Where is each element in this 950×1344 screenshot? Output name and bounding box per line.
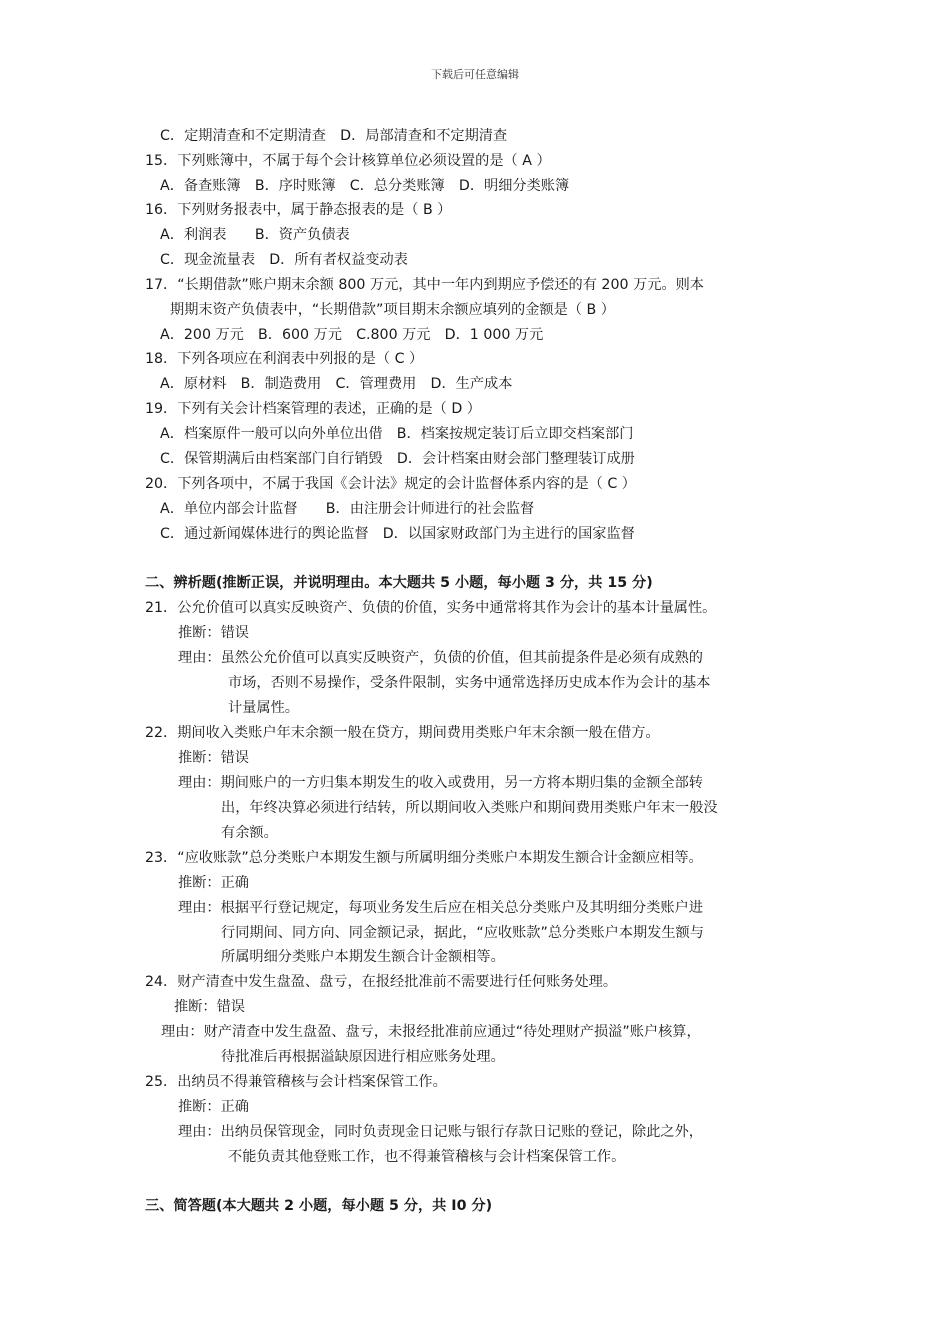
q19-options-cd: C．保管期满后由档案部门自行销毁 D．会计档案由财会部门整理装订成册 xyxy=(160,451,635,467)
q21-reason-line1: 理由：虽然公允价值可以真实反映资产，负债的价值，但其前提条件是必须有成熟的 xyxy=(178,650,703,666)
section-2-heading: 二、辨析题(推断正误，并说明理由。本大题共 5 小题，每小题 3 分，共 15 分) xyxy=(145,575,653,591)
q22-reason-line3: 有余额。 xyxy=(221,825,278,841)
q25-stem: 25．出纳员不得兼管稽核与会计档案保管工作。 xyxy=(145,1074,447,1090)
q21-stem: 21．公允价值可以真实反映资产、负债的价值，实务中通常将其作为会计的基本计量属性。 xyxy=(145,600,717,616)
q22-judgement: 推断：错误 xyxy=(178,750,249,766)
q19-options-ab: A．档案原件一般可以向外单位出借 B．档案按规定装订后立即交档案部门 xyxy=(160,426,634,442)
q20-options-cd: C．通过新闻媒体进行的舆论监督 D．以国家财政部门为主进行的国家监督 xyxy=(160,526,635,542)
q22-stem: 22．期间收入类账户年末余额一般在贷方，期间费用类账户年末余额一般在借方。 xyxy=(145,725,660,741)
q23-stem: 23．“应收账款”总分类账户本期发生额与所属明细分类账户本期发生额合计金额应相等。 xyxy=(145,850,703,866)
q18-stem: 18．下列各项应在利润表中列报的是（ C ） xyxy=(145,351,424,367)
q24-reason-line1: 理由：财产清查中发生盘盈、盘亏，未报经批准前应通过“待处理财产损溢”账户核算， xyxy=(161,1024,701,1040)
q23-judgement: 推断：正确 xyxy=(178,875,249,891)
q24-stem: 24．财产清查中发生盘盈、盘亏，在报经批准前不需要进行任何账务处理。 xyxy=(145,974,618,990)
q17-options: A．200 万元 B．600 万元 C.800 万元 D．1 000 万元 xyxy=(160,327,544,343)
q16-stem: 16．下列财务报表中，属于静态报表的是（ B ） xyxy=(145,202,452,218)
q14-options-cd: C．定期清查和不定期清查 D．局部清查和不定期清查 xyxy=(160,128,508,144)
q25-judgement: 推断：正确 xyxy=(178,1099,249,1115)
q21-reason-line3: 计量属性。 xyxy=(228,700,299,716)
q18-options: A．原材料 B．制造费用 C．管理费用 D．生产成本 xyxy=(160,376,513,392)
q17-stem-line2: 期期末资产负债表中，“长期借款”项目期末余额应填列的金额是（ B ） xyxy=(170,302,615,318)
q15-options: A．备查账簿 B．序时账簿 C．总分类账簿 D．明细分类账簿 xyxy=(160,178,570,194)
q22-reason-line2: 出，年终决算必须进行结转，所以期间收入类账户和期间费用类账户年末一般没 xyxy=(221,800,718,816)
q21-judgement: 推断：错误 xyxy=(178,625,249,641)
q25-reason-line1: 理由：出纳员保管现金，同时负责现金日记账与银行存款日记账的登记，除此之外， xyxy=(178,1124,703,1140)
section-3-heading: 三、简答题(本大题共 2 小题，每小题 5 分，共 I0 分) xyxy=(145,1198,493,1214)
q16-options-ab: A．利润表 B．资产负债表 xyxy=(160,227,350,243)
q25-reason-line2: 不能负责其他登账工作，也不得兼管稽核与会计档案保管工作。 xyxy=(228,1149,626,1165)
q20-stem: 20．下列各项中，不属于我国《会计法》规定的会计监督体系内容的是（ C ） xyxy=(145,476,636,492)
q19-stem: 19．下列有关会计档案管理的表述，正确的是（ D ） xyxy=(145,401,481,417)
page-header: 下载后可任意编辑 xyxy=(431,68,519,81)
q17-stem-line1: 17．“长期借款”账户期末余额 800 万元，其中一年内到期应予偿还的有 200 万元。则本 xyxy=(145,277,704,293)
q23-reason-line3: 所属明细分类账户本期发生额合计金额相等。 xyxy=(221,949,505,965)
q22-reason-line1: 理由：期间账户的一方归集本期发生的收入或费用，另一方将本期归集的金额全部转 xyxy=(178,775,703,791)
q24-judgement: 推断：错误 xyxy=(174,999,245,1015)
q21-reason-line2: 市场，否则不易操作，受条件限制，实务中通常选择历史成本作为会计的基本 xyxy=(228,675,711,691)
q16-options-cd: C．现金流量表 D．所有者权益变动表 xyxy=(160,252,408,268)
q24-reason-line2: 待批准后再根据溢缺原因进行相应账务处理。 xyxy=(221,1049,505,1065)
q15-stem: 15．下列账簿中，不属于每个会计核算单位必须设置的是（ A ） xyxy=(145,153,551,169)
q20-options-ab: A．单位内部会计监督 B．由注册会计师进行的社会监督 xyxy=(160,501,535,517)
q23-reason-line1: 理由：根据平行登记规定，每项业务发生后应在相关总分类账户及其明细分类账户进 xyxy=(178,900,703,916)
q23-reason-line2: 行同期间、同方向、同金额记录，据此，“应收账款”总分类账户本期发生额与 xyxy=(221,925,704,941)
